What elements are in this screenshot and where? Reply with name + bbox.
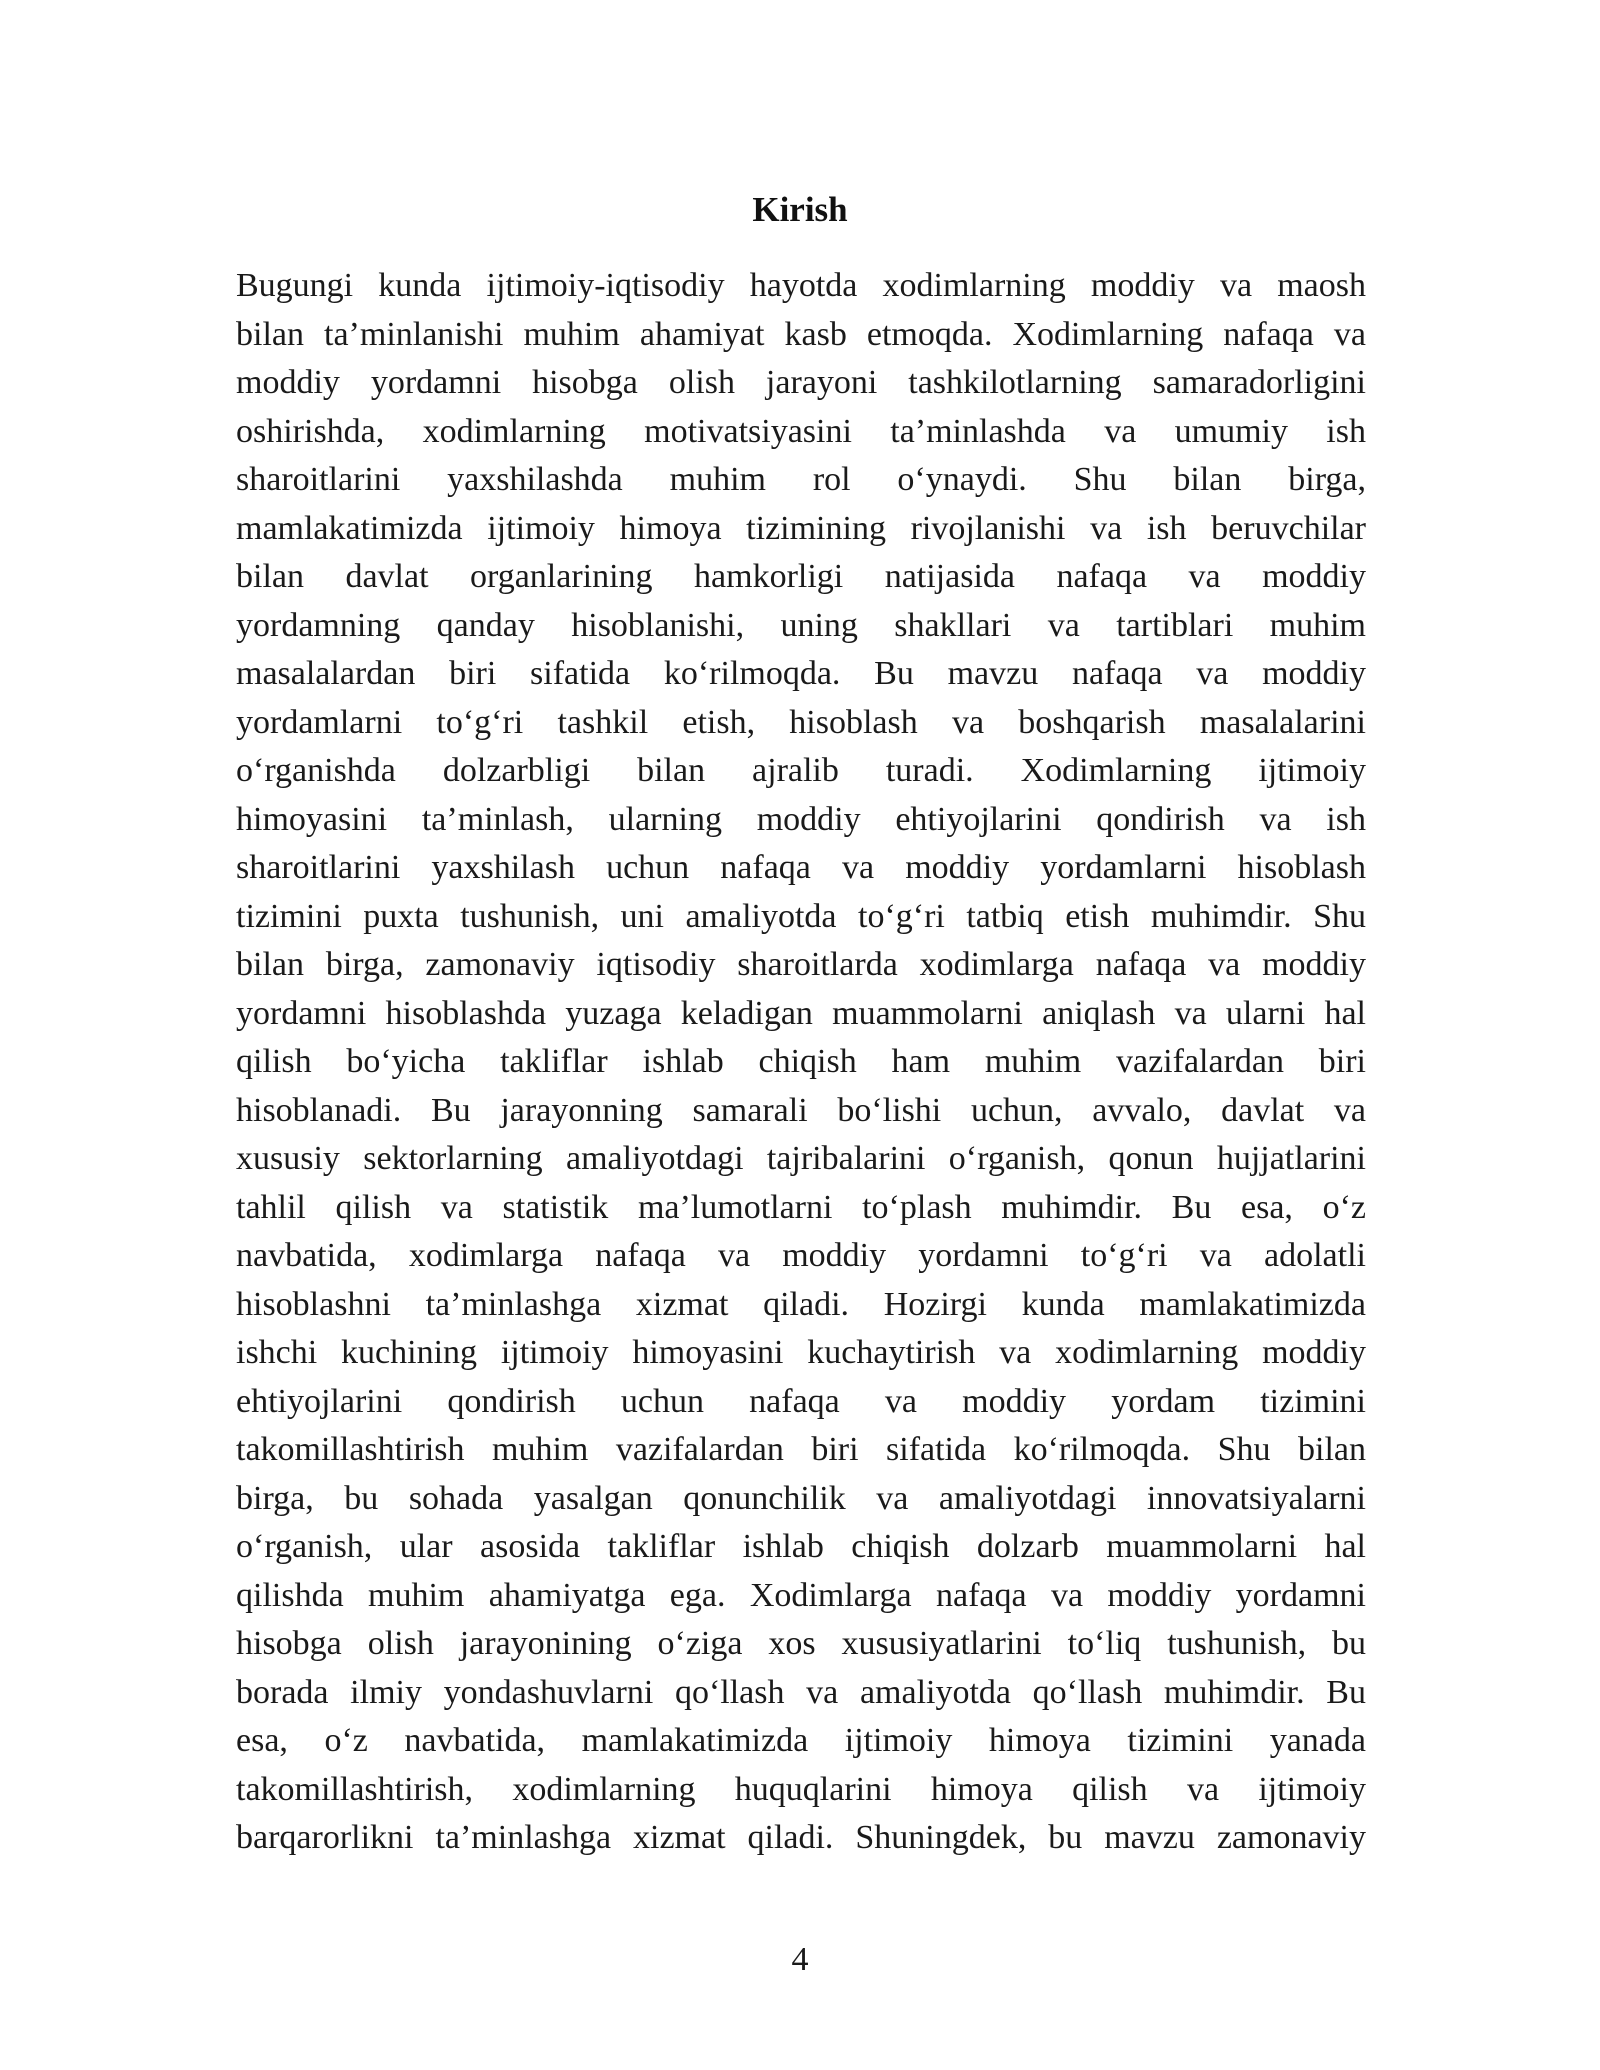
paragraph-line: bilan ta’minlanishi muhim ahamiyat kasb etmoqda. Xodimlarning nafaqa va <box>236 315 1366 353</box>
paragraph-line: hisoblashni ta’minlashga xizmat qiladi. Hozirgi kunda mamlakatimizda <box>236 1285 1366 1323</box>
paragraph-line: navbatida, xodimlarga nafaqa va moddiy yordamni to‘g‘ri va adolatli <box>236 1237 1366 1274</box>
paragraph-line: bilan birga, zamonaviy iqtisodiy sharoitlarda xodimlarga nafaqa va moddiy <box>236 946 1366 983</box>
paragraph-line: sharoitlarini yaxshilash uchun nafaqa va moddiy yordamlarni hisoblash <box>236 849 1366 886</box>
paragraph-line: himoyasini ta’minlash, ularning moddiy ehtiyojlarini qondirish va ish <box>236 800 1366 838</box>
paragraph-line: qilish bo‘yicha takliflar ishlab chiqish ham muhim vazifalardan biri <box>236 1043 1366 1080</box>
paragraph-line: bilan davlat organlarining hamkorligi natijasida nafaqa va moddiy <box>236 558 1366 595</box>
paragraph-line: oshirishda, xodimlarning motivatsiyasini ta’minlashda va umumiy ish <box>236 412 1366 450</box>
paragraph-line: tahlil qilish va statistik ma’lumotlarni to‘plash muhimdir. Bu esa, o‘z <box>236 1188 1366 1226</box>
paragraph-line: xususiy sektorlarning amaliyotdagi tajribalarini o‘rganish, qonun hujjatlarini <box>236 1140 1366 1177</box>
paragraph-line: hisobga olish jarayonining o‘ziga xos xususiyatlarini to‘liq tushunish, bu <box>236 1625 1366 1662</box>
paragraph-line: ehtiyojlarini qondirish uchun nafaqa va moddiy yordam tizimini <box>236 1382 1366 1420</box>
paragraph-line: tizimini puxta tushunish, uni amaliyotda to‘g‘ri tatbiq etish muhimdir. Shu <box>236 897 1366 935</box>
paragraph-line: sharoitlarini yaxshilashda muhim rol o‘ynaydi. Shu bilan birga, <box>236 461 1366 498</box>
paragraph-line: hisoblanadi. Bu jarayonning samarali bo‘lishi uchun, avvalo, davlat va <box>236 1091 1366 1129</box>
paragraph-line: qilishda muhim ahamiyatga ega. Xodimlarga nafaqa va moddiy yordamni <box>236 1576 1366 1614</box>
paragraph-line: moddiy yordamni hisobga olish jarayoni tashkilotlarning samaradorligini <box>236 364 1366 401</box>
paragraph-line: Bugungi kunda ijtimoiy-iqtisodiy hayotda xodimlarning moddiy va maosh <box>236 267 1366 304</box>
paragraph-line: takomillashtirish muhim vazifalardan biri sifatida ko‘rilmoqda. Shu bilan <box>236 1431 1366 1468</box>
paragraph-line: takomillashtirish, xodimlarning huquqlarini himoya qilish va ijtimoiy <box>236 1770 1366 1808</box>
page-number: 4 <box>791 1941 809 1978</box>
paragraph-line: yordamni hisoblashda yuzaga keladigan muammolarni aniqlash va ularni hal <box>236 994 1366 1032</box>
section-title: Kirish <box>752 190 848 229</box>
paragraph-line: o‘rganishda dolzarbligi bilan ajralib turadi. Xodimlarning ijtimoiy <box>236 752 1366 789</box>
paragraph-line: masalalardan biri sifatida ko‘rilmoqda. Bu mavzu nafaqa va moddiy <box>236 655 1366 692</box>
paragraph-line: borada ilmiy yondashuvlarni qo‘llash va amaliyotda qo‘llash muhimdir. Bu <box>236 1673 1366 1711</box>
paragraph-line: barqarorlikni ta’minlashga xizmat qiladi. Shuningdek, bu mavzu zamonaviy <box>236 1819 1366 1856</box>
paragraph-line: yordamlarni to‘g‘ri tashkil etish, hisoblash va boshqarish masalalarini <box>236 703 1366 741</box>
paragraph-line: ishchi kuchining ijtimoiy himoyasini kuchaytirish va xodimlarning moddiy <box>236 1334 1366 1371</box>
paragraph-line: o‘rganish, ular asosida takliflar ishlab chiqish dolzarb muammolarni hal <box>236 1528 1366 1565</box>
paragraph-line: yordamning qanday hisoblanishi, uning shakllari va tartiblari muhim <box>236 606 1366 644</box>
paragraph-line: esa, o‘z navbatida, mamlakatimizda ijtimoiy himoya tizimini yanada <box>236 1722 1366 1759</box>
paragraph-line: mamlakatimizda ijtimoiy himoya tizimining rivojlanishi va ish beruvchilar <box>236 509 1366 547</box>
body-paragraph <box>236 262 1366 1863</box>
paragraph-line: birga, bu sohada yasalgan qonunchilik va amaliyotdagi innovatsiyalarni <box>236 1479 1366 1517</box>
